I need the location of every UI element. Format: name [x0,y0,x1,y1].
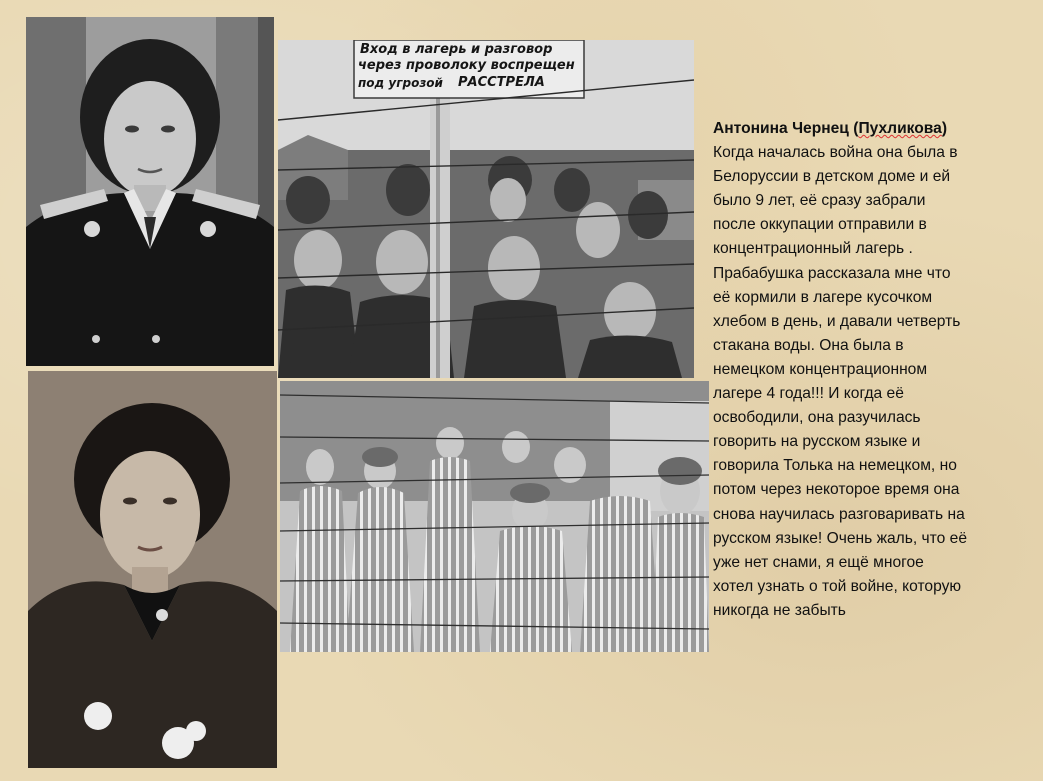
sign-line-3b: РАССТРЕЛА [458,75,545,90]
story-line: Когда началась война она была в [713,144,958,162]
story-line: потом через некоторое время она [713,481,960,499]
story-line: Белоруссии в детском доме и ей [713,168,951,186]
story-line: после оккупации отправили в [713,216,927,234]
woman-uniform-image [26,17,274,366]
sign-line-2: через проволоку воспрещен [358,58,575,73]
heading-name: Антонина Чернец ( [713,120,859,137]
story-heading [713,117,1025,141]
story-line: хлебом в день, и давали четверть [713,312,961,330]
story-line: её кормили в лагере кусочком [713,288,933,306]
photo-children-wire [278,40,694,378]
sign-line-3a: под угрозой [358,76,443,90]
story-line: говорить на русском языке и [713,433,921,451]
photo-woman-uniform [26,17,274,366]
story-line: Прабабушка рассказала мне что [713,264,951,282]
photo-woman-portrait [28,371,277,768]
story-line: русском языке! Очень жаль, что её [713,529,967,547]
photo-children-camp [280,381,709,652]
heading-maiden-name: Пухликова [858,120,942,137]
heading-close: ) [941,120,948,137]
story-line: никогда не забыть [713,601,846,619]
children-camp-image [280,381,709,652]
woman-portrait-image [28,371,277,768]
story-line: говорила Толька на немецком, но [713,457,957,475]
story-line: хотел узнать о той войне, которую [713,577,962,595]
children-wire-image [278,40,694,378]
story-line: стакана воды. Она была в [713,336,904,354]
story-text-block [713,117,1025,623]
story-line: немецком концентрационном [713,360,928,378]
story-line: было 9 лет, её сразу забрали [713,192,926,210]
story-line: концентрационный лагерь . [713,240,913,258]
story-line: уже нет снами, я ещё многое [713,553,924,571]
sign-line-1: Вход в лагерь и разговор [360,42,553,57]
story-line: лагере 4 года!!! И когда её [713,385,904,403]
story-body [713,141,1025,623]
story-line: освободили, она разучилась [713,409,921,427]
story-line: снова научилась разговаривать на [713,505,965,523]
